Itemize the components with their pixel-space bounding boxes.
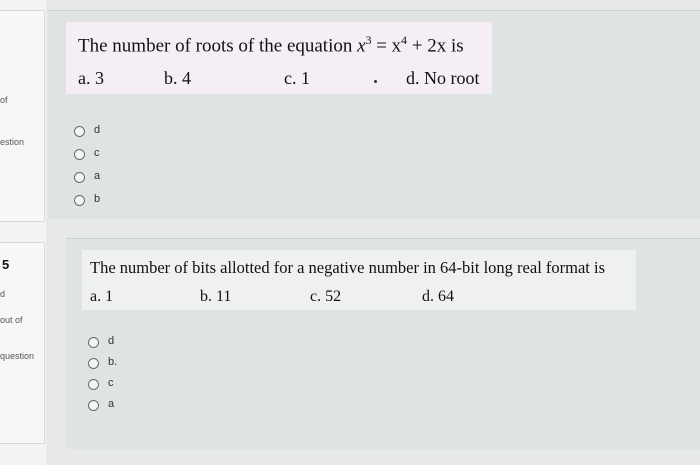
question-text-box [66,22,492,94]
info-marks-label: of [0,95,8,105]
question-text: The number of bits allotted for a negative number in 64-bit long real format is [90,258,606,277]
question-info-block [0,10,45,222]
option-text: c. 1 [284,68,310,88]
radio-button[interactable] [88,358,99,369]
choice-label: d [108,335,115,347]
radio-button[interactable] [74,126,85,137]
option-text: b. 11 [200,288,232,305]
choice-label: d [94,124,101,136]
option-text: d. No root [406,68,480,88]
choice-label: b [94,193,101,205]
question-text-box [82,250,636,310]
option-text: b. 4 [164,68,191,88]
option-text: d. 64 [422,288,454,305]
info-question-label: estion [0,137,25,147]
radio-button[interactable] [88,379,99,390]
choice-label: b. [108,356,118,368]
option-text: c. 52 [310,288,342,305]
info-flag-label: question [0,351,35,361]
radio-button[interactable] [74,195,85,206]
radio-button[interactable] [88,400,99,411]
radio-button[interactable] [74,149,85,160]
question-text: The number of roots of the equation $x^3 = x^4 + 2x$ is [78,34,464,57]
choice-label: c [108,377,114,389]
info-marks-label: out of [0,315,23,325]
option-text: a. 3 [78,68,104,88]
choice-label: a [94,170,101,182]
choice-label: a [108,398,115,410]
radio-button[interactable] [74,172,85,183]
question-info-block [0,242,45,444]
info-status-label: d [0,289,6,299]
option-text: a. 1 [90,288,114,305]
choice-label: c [94,147,100,159]
radio-button[interactable] [88,337,99,348]
stray-dot [374,80,377,83]
question-number: 5 [2,257,10,272]
